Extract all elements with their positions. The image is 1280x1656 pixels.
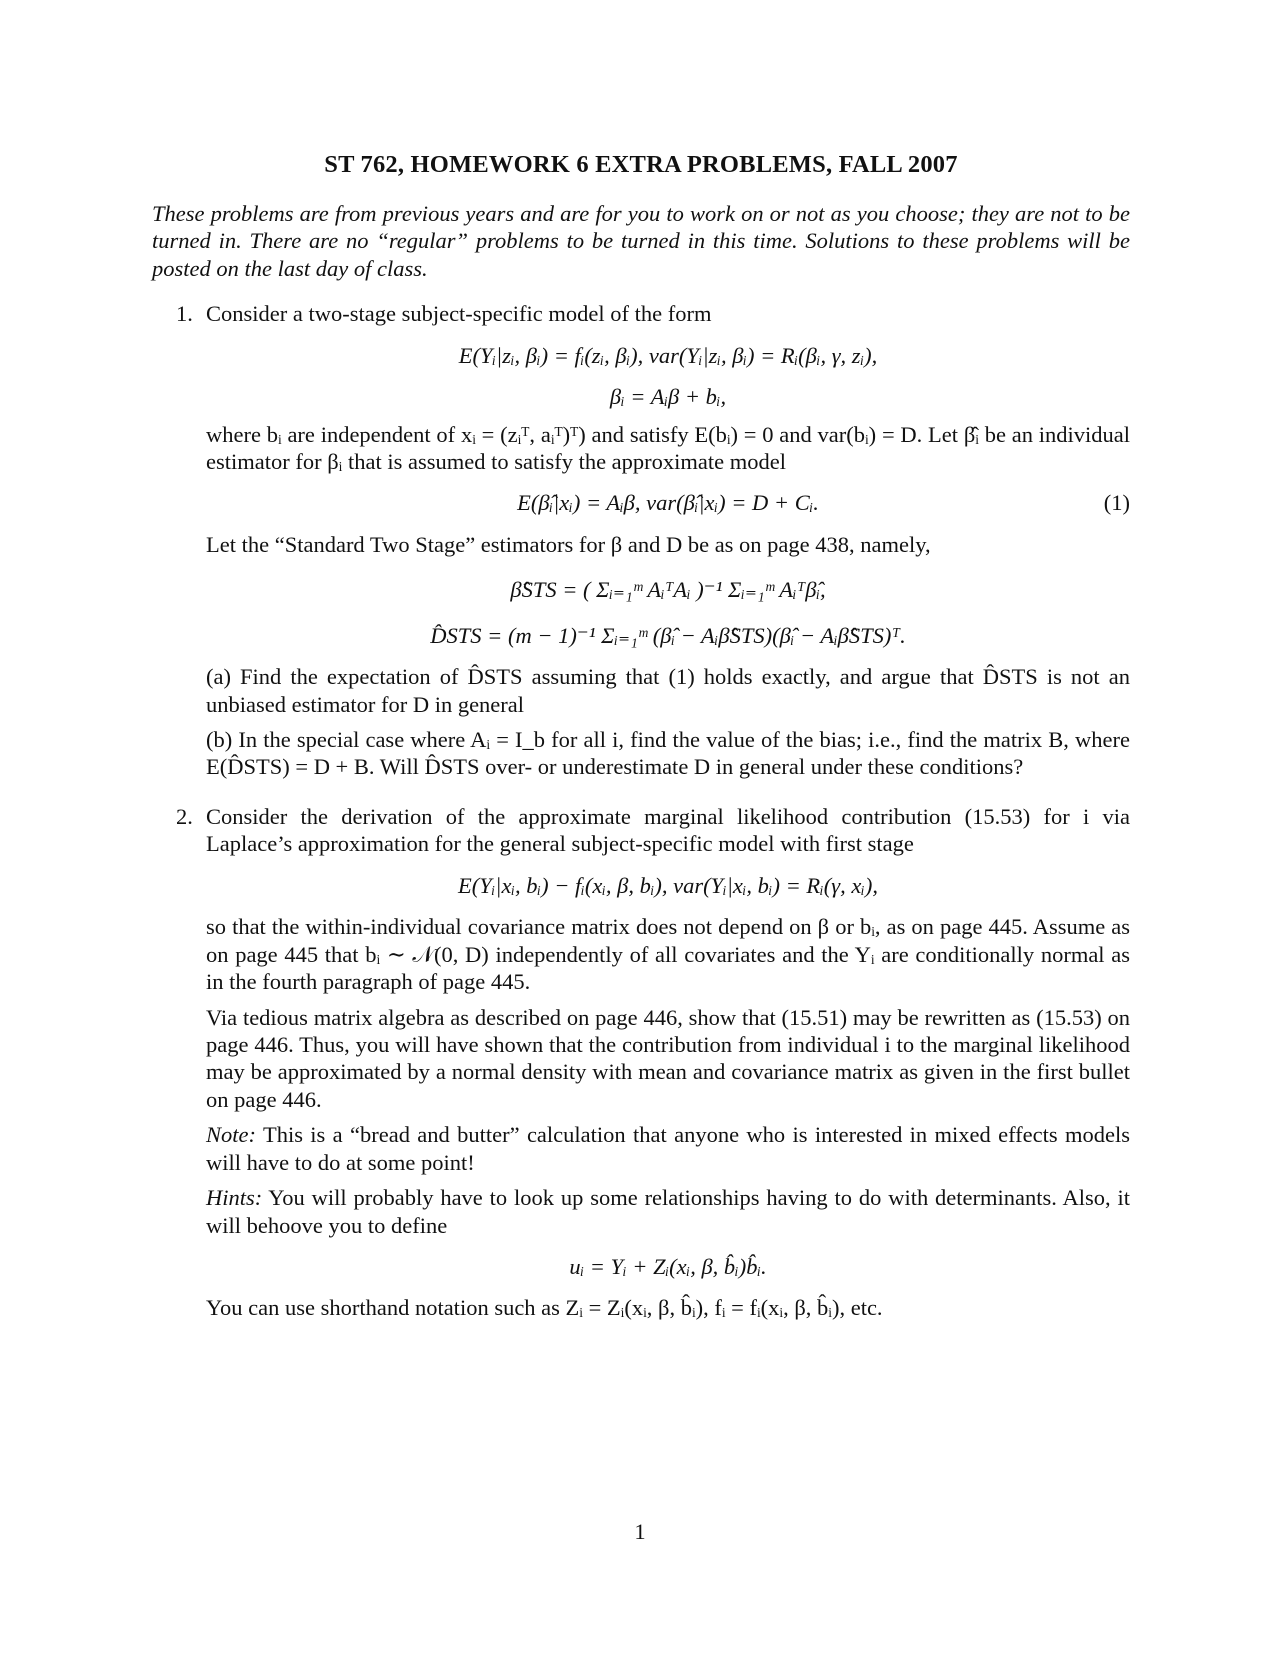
problem-2-note [206, 1121, 1130, 1176]
problem-2 [152, 803, 1130, 1322]
problem-1-text-2: Let the “Standard Two Stage” estimators for β and D be as on page 438, namely, [206, 531, 931, 557]
equation-number: (1) [1103, 490, 1130, 516]
equation-first-stage: E(Yᵢ|xᵢ, bᵢ) − fᵢ(xᵢ, β, bᵢ), var(Yᵢ|xᵢ, bᵢ) = Rᵢ(γ, xᵢ), [458, 872, 878, 898]
equation-approx-model [206, 489, 1130, 516]
equation-u-i: uᵢ = Yᵢ + Zᵢ(xᵢ, β, b̂ᵢ)b̂ᵢ. [569, 1254, 767, 1279]
note-text: This is a “bread and butter” calculation that anyone who is interested in mixed effects models will have to do at some point! [206, 1122, 1130, 1175]
equation-beta-i: βᵢ = Aᵢβ + bᵢ, [609, 384, 727, 410]
problem-2-lead: Consider the derivation of the approximate marginal likelihood contribution (15.53) for i via Laplace’s approximation for the general subject-specific model with first stage [206, 803, 1130, 857]
note-label: Note: [206, 1122, 256, 1148]
problem-2-text-1: so that the within-individual covariance matrix does not depend on β or bᵢ, as on page 445. Assume as on page 445 that bᵢ ∼ 𝒩(0, D) independently of all covariates and the Yᵢ are conditionally normal as in the fourth paragraph of page 445. [206, 914, 1130, 995]
problem-2-hints [206, 1184, 1130, 1239]
problem-number: 1. [176, 301, 193, 327]
intro-paragraph: These problems are from previous years and are for you to work on or not as you choose; they are not to be turned in. There are no “regular” problems to be turned in this time. Solutions to these problems will be posted on the last day of class. [152, 200, 1130, 281]
equation-approx-model-body: E(β̂ᵢ|xᵢ) = Aᵢβ, var(β̂ᵢ|xᵢ) = D + Cᵢ. [517, 490, 819, 516]
hints-text: You will probably have to look up some relationships having to do with determinants. Also, it will behoove you to define [206, 1185, 1131, 1238]
equation-beta-sts: β̂STS = ( Σᵢ₌₁ᵐ AᵢᵀAᵢ )⁻¹ Σᵢ₌₁ᵐ Aᵢᵀβ̂ᵢ, [510, 577, 826, 603]
problem-1-part-a: (a) Find the expectation of D̂STS assuming that (1) holds exactly, and argue that D̂STS is not an unbiased estimator for D in general [206, 664, 1130, 717]
problem-number: 2. [176, 803, 193, 829]
problem-2-text-3: You can use shorthand notation such as Zᵢ = Zᵢ(xᵢ, β, b̂ᵢ), fᵢ = fᵢ(xᵢ, β, b̂ᵢ), etc. [206, 1295, 883, 1321]
problem-2-text-2: Via tedious matrix algebra as described on page 446, show that (15.51) may be rewritten as (15.53) on page 446. Thus, you will have shown that the contribution from individual i to the marginal likelihood may be approximated by a normal density with mean and covariance matrix as given in the first bullet on page 446. [206, 1004, 1130, 1112]
equation-d-sts: D̂STS = (m − 1)⁻¹ Σᵢ₌₁ᵐ (β̂ᵢ − Aᵢβ̂STS)(β̂ᵢ − Aᵢβ̂STS)ᵀ. [430, 622, 906, 648]
problem-1-text-1: where bᵢ are independent of xᵢ = (zᵢᵀ, aᵢᵀ)ᵀ) and satisfy E(bᵢ) = 0 and var(bᵢ) = D. Let β̂ᵢ be an individual estimator for βᵢ that is assumed to satisfy the approximate model [206, 421, 1130, 474]
problem-1-part-b: (b) In the special case where Aᵢ = I_b for all i, find the value of the bias; i.e., find the matrix B, where E(D̂STS) = D + B. Will D̂STS over- or underestimate D in general under these conditions? [206, 727, 1130, 780]
problem-1-lead: Consider a two-stage subject-specific model of the form [206, 301, 712, 327]
page-title: ST 762, HOMEWORK 6 EXTRA PROBLEMS, FALL 2007 [324, 151, 958, 178]
problem-1 [152, 300, 1130, 781]
page-number: 1 [634, 1519, 646, 1544]
hints-label: Hints: [206, 1185, 263, 1211]
equation-model: E(Yᵢ|zᵢ, βᵢ) = fᵢ(zᵢ, βᵢ), var(Yᵢ|zᵢ, βᵢ) = Rᵢ(βᵢ, γ, zᵢ), [458, 342, 878, 368]
